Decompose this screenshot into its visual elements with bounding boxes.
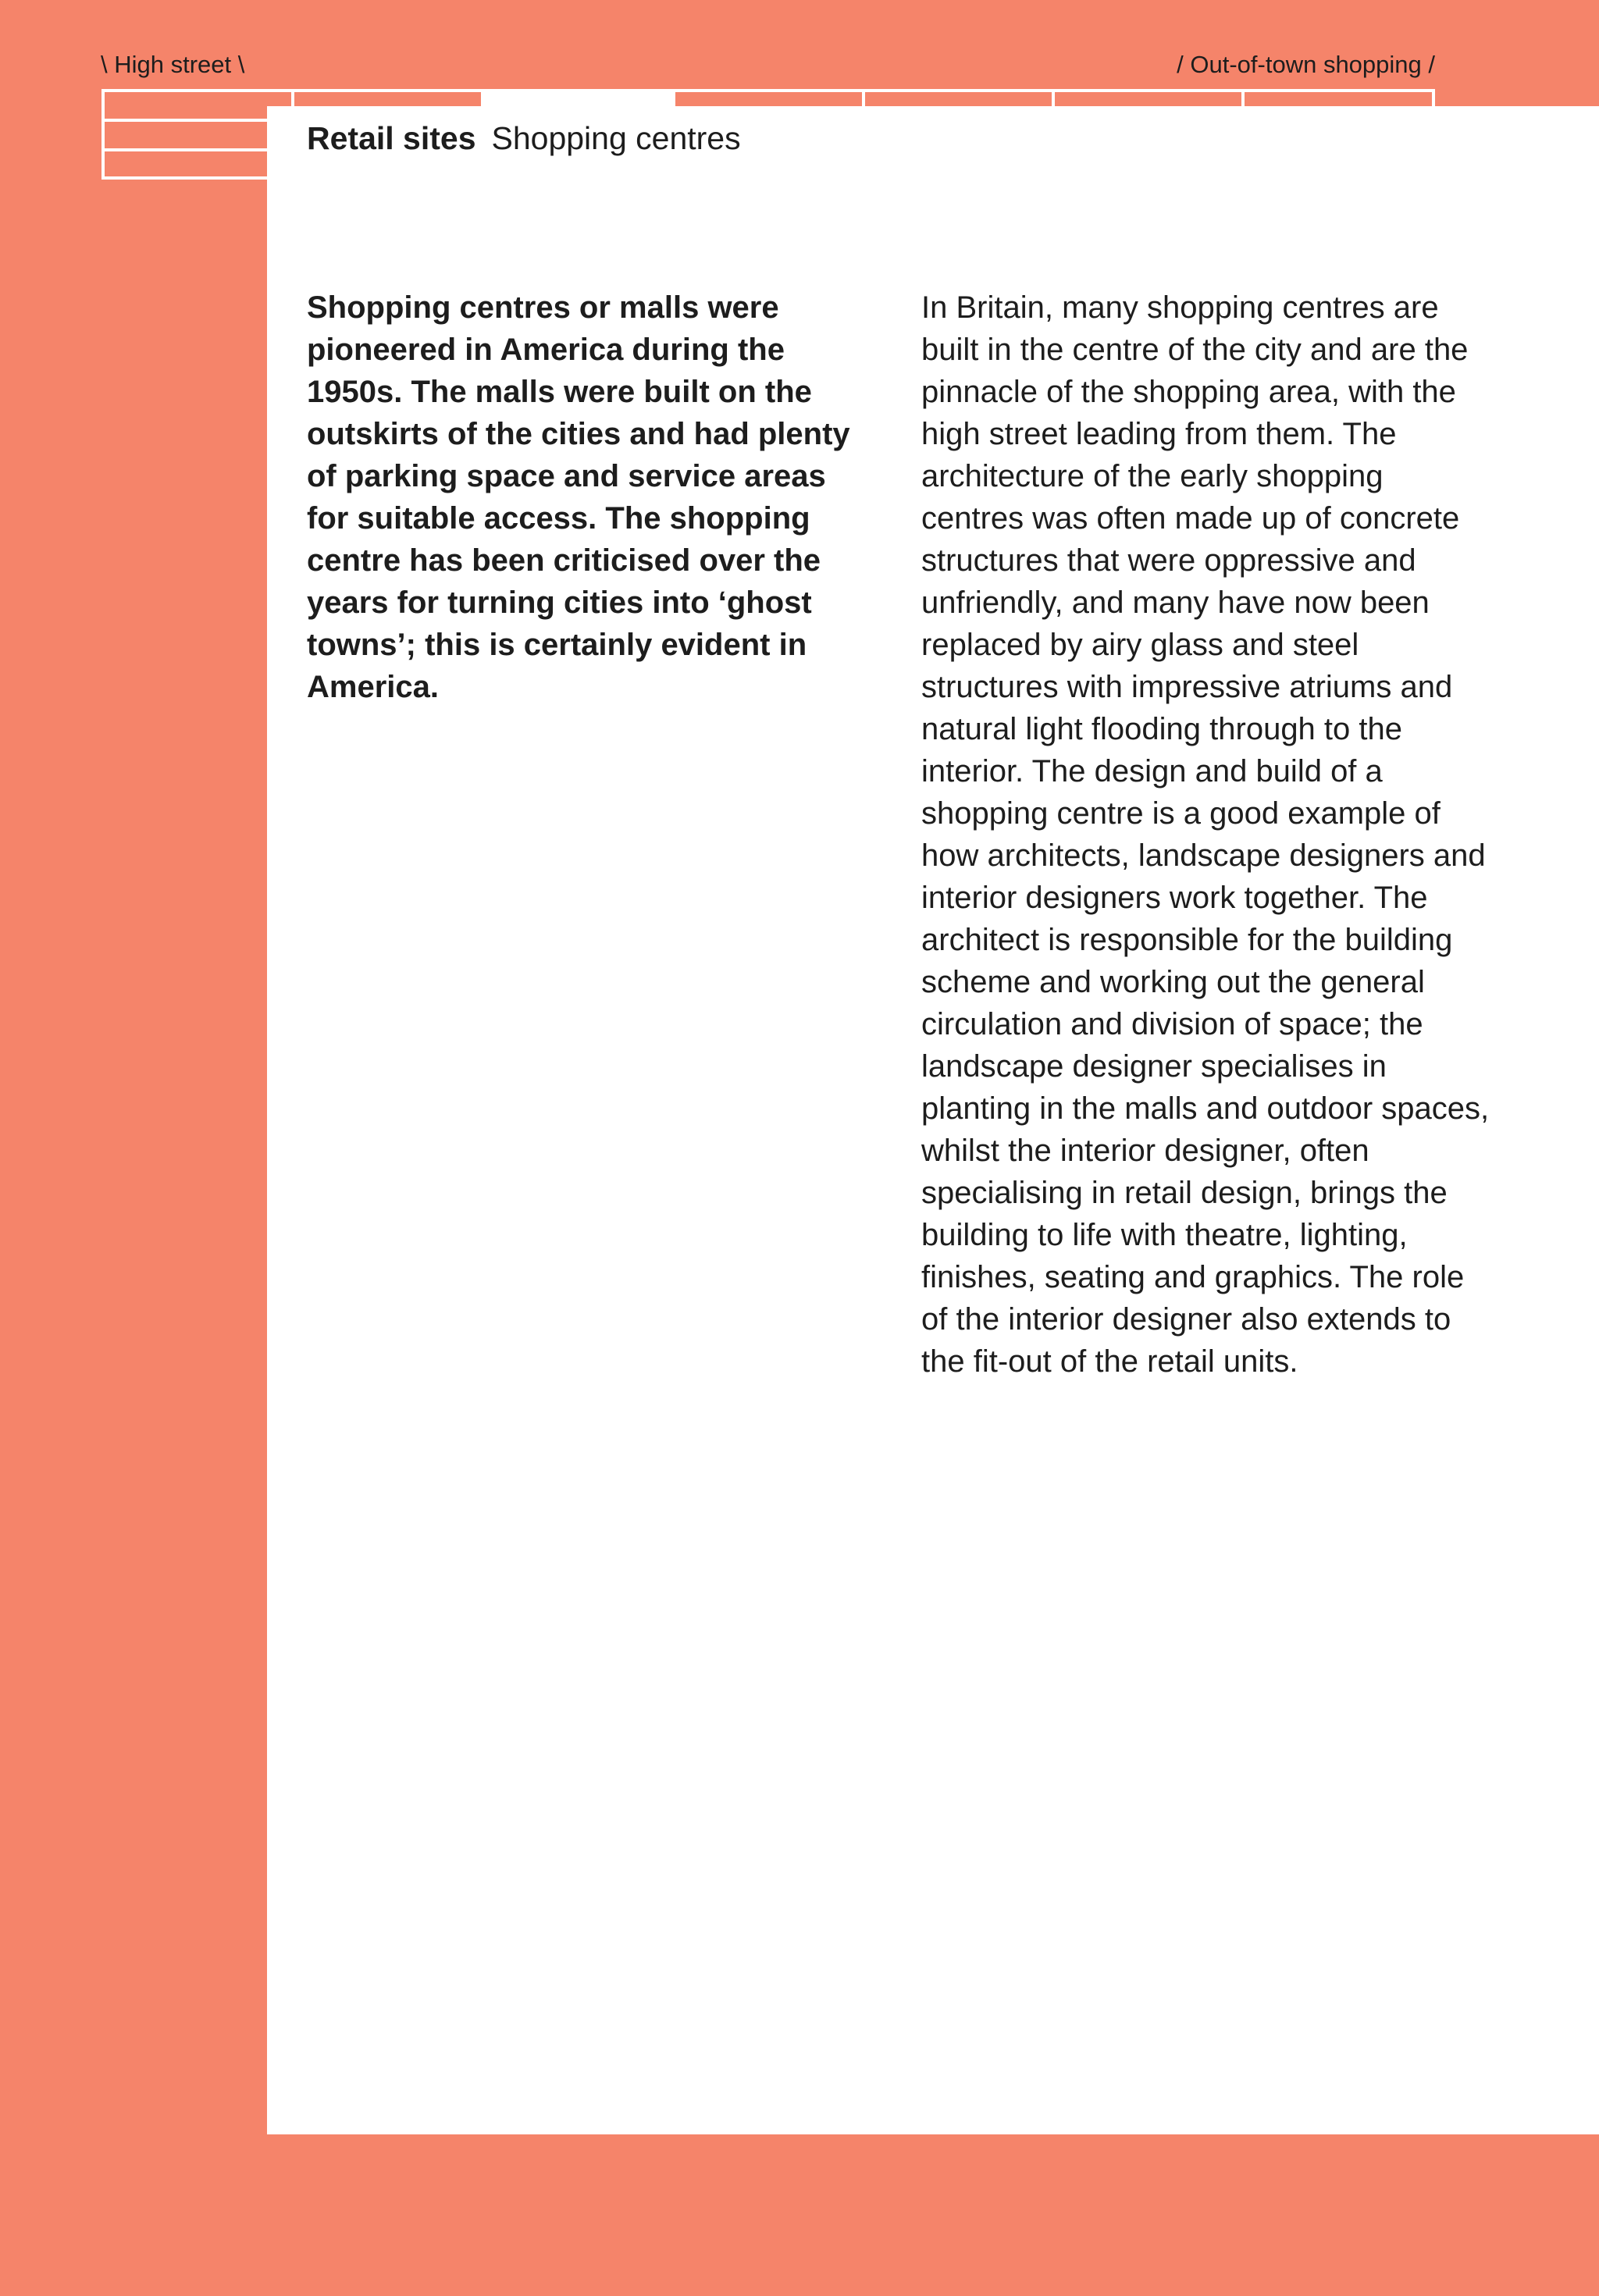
section-category: Retail sites <box>307 120 476 156</box>
intro-paragraph: Shopping centres or malls were pioneered in America during the 1950s. The malls were built on the outskirts of the cities and had plenty of parking space and service areas for suitable access. The shopping centre has been criticised over the years for turning cities into ‘ghost towns’; this is certainly evident in America. <box>307 290 850 704</box>
nav-next-section[interactable]: / Out-of-town shopping / <box>1177 51 1435 78</box>
section-grid-cell[interactable] <box>101 148 270 180</box>
active-tab-notch <box>482 91 674 109</box>
nav-previous-section[interactable]: \ High street \ <box>101 51 245 78</box>
section-title: Shopping centres <box>491 120 741 156</box>
section-header <box>307 119 741 158</box>
intro-column <box>307 287 853 708</box>
section-grid-cell[interactable] <box>101 119 270 151</box>
section-grid-cell[interactable] <box>101 89 294 122</box>
main-column <box>921 287 1491 1383</box>
main-paragraph: In Britain, many shopping centres are built in the centre of the city and are the pinnacle of the shopping area, with the high street leading from them. The architecture of the early shopping centres was often made up of concrete structures that were oppressive and unfriendly, and many have now been replaced by airy glass and steel structures with impressive atriums and natural light flooding through to the interior. The design and build of a shopping centre is a good example of how architects, landscape designers and interior designers work together. The architect is responsible for the building scheme and working out the general circulation and division of space; the landscape designer specialises in planting in the malls and outdoor spaces, whilst the interior designer, often specialising in retail design, brings the building to life with theatre, lighting, finishes, seating and graphics. The role of the interior designer also extends to the fit-out of the retail units. <box>921 290 1490 1379</box>
